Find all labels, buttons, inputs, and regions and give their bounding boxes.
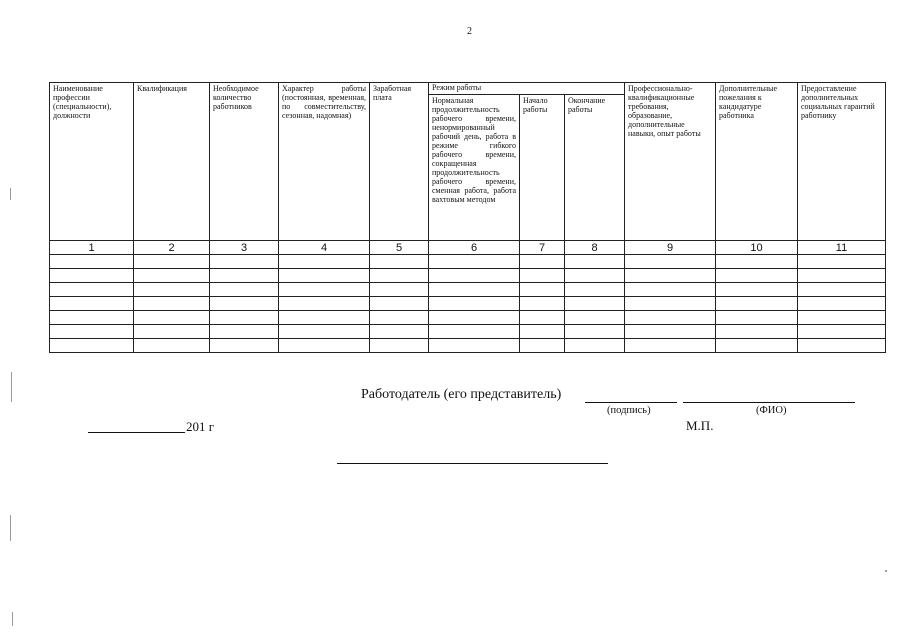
table-cell <box>279 283 370 297</box>
table-cell <box>429 283 520 297</box>
table-row <box>50 283 886 297</box>
table-cell <box>716 339 798 353</box>
signature-line <box>585 402 677 403</box>
table-cell <box>429 255 520 269</box>
table-cell <box>279 325 370 339</box>
table-cell <box>370 325 429 339</box>
table-cell <box>134 269 210 283</box>
table-cell <box>565 297 625 311</box>
table-cell <box>50 297 134 311</box>
table-cell <box>279 269 370 283</box>
table-cell <box>520 339 565 353</box>
scan-speck <box>12 612 13 626</box>
table-row <box>50 255 886 269</box>
column-number: 2 <box>134 241 210 255</box>
table-cell <box>370 297 429 311</box>
table-cell <box>210 269 279 283</box>
table-cell <box>50 283 134 297</box>
table-cell <box>798 339 886 353</box>
table-row <box>50 297 886 311</box>
column-number: 9 <box>625 241 716 255</box>
date-label <box>88 419 214 435</box>
scan-speck <box>10 188 11 200</box>
table-cell <box>429 339 520 353</box>
column-number: 1 <box>50 241 134 255</box>
table-cell <box>520 325 565 339</box>
table-body <box>50 255 886 353</box>
header-regime-end: Окончание работы <box>565 95 625 241</box>
table-cell <box>210 339 279 353</box>
table-cell <box>50 325 134 339</box>
header-work-regime: Режим работы <box>429 83 625 95</box>
table-cell <box>370 311 429 325</box>
table-cell <box>429 297 520 311</box>
column-number: 6 <box>429 241 520 255</box>
column-number: 7 <box>520 241 565 255</box>
scan-speck <box>11 372 12 402</box>
table-cell <box>429 325 520 339</box>
header-profession: Наименование профессии (специальности), должности <box>50 83 134 241</box>
table-cell <box>716 269 798 283</box>
table-cell <box>716 311 798 325</box>
header-regime-start: Начало работы <box>520 95 565 241</box>
table-cell <box>520 269 565 283</box>
table-cell <box>625 269 716 283</box>
table-cell <box>279 311 370 325</box>
table-cell <box>210 255 279 269</box>
table-cell <box>210 297 279 311</box>
date-year-text: 201 г <box>186 419 215 434</box>
table-cell <box>625 339 716 353</box>
table-cell <box>625 283 716 297</box>
name-caption: (ФИО) <box>756 405 787 416</box>
table-cell <box>520 311 565 325</box>
table-cell <box>50 311 134 325</box>
table-cell <box>50 269 134 283</box>
table-cell <box>210 283 279 297</box>
scan-speck <box>10 515 11 541</box>
stamp-label: М.П. <box>686 418 714 433</box>
table-cell <box>798 255 886 269</box>
table-cell <box>370 283 429 297</box>
table-cell <box>520 297 565 311</box>
header-guarantees: Предоставление дополнительных социальных гарантий работнику <box>798 83 886 241</box>
page-number: 2 <box>467 26 472 37</box>
table-cell <box>210 325 279 339</box>
table-cell <box>716 283 798 297</box>
table-cell <box>279 255 370 269</box>
table-cell <box>134 325 210 339</box>
column-number: 3 <box>210 241 279 255</box>
header-regime-normal: Нормальная продолжительность рабочего времени, ненормированный рабочий день, работа в режиме гибкого рабочего времени, сокращенная продолжительность рабочего времени, сменная работа, работа вахтовым методом <box>429 95 520 241</box>
header-work-character: Характер работы (постоянная, временная, по совместительству, сезонная, надомная) <box>279 83 370 241</box>
table-cell <box>429 311 520 325</box>
table-cell <box>625 297 716 311</box>
table-cell <box>50 339 134 353</box>
table-cell <box>429 269 520 283</box>
header-salary: Заработная плата <box>370 83 429 241</box>
table-cell <box>370 255 429 269</box>
employer-label: Работодатель (его представитель) <box>361 387 562 402</box>
column-number: 10 <box>716 241 798 255</box>
signature-caption: (подпись) <box>607 405 651 416</box>
column-number: 4 <box>279 241 370 255</box>
vacancy-table <box>49 82 886 353</box>
header-requirements: Профессионально-квалификационные требования, образование, дополнительные навыки, опыт работы <box>625 83 716 241</box>
table-cell <box>625 311 716 325</box>
table-cell <box>279 297 370 311</box>
table-cell <box>565 339 625 353</box>
table-row <box>50 339 886 353</box>
name-line <box>683 402 855 403</box>
column-number: 5 <box>370 241 429 255</box>
column-number-row <box>50 241 886 255</box>
table-cell <box>625 325 716 339</box>
table-cell <box>210 311 279 325</box>
scan-speck <box>885 570 887 572</box>
table-row <box>50 269 886 283</box>
table-cell <box>134 255 210 269</box>
table-cell <box>370 339 429 353</box>
table-cell <box>798 269 886 283</box>
table-cell <box>565 283 625 297</box>
bottom-signature-line <box>337 463 608 464</box>
header-workers-count: Необходимое количество работников <box>210 83 279 241</box>
table-cell <box>798 283 886 297</box>
table-cell <box>520 283 565 297</box>
table-cell <box>798 297 886 311</box>
table-cell <box>716 297 798 311</box>
table-cell <box>798 311 886 325</box>
column-number: 8 <box>565 241 625 255</box>
table-cell <box>50 255 134 269</box>
table-cell <box>565 255 625 269</box>
table-cell <box>370 269 429 283</box>
table-cell <box>625 255 716 269</box>
table-cell <box>798 325 886 339</box>
table-cell <box>565 325 625 339</box>
table-cell <box>134 297 210 311</box>
table-cell <box>134 339 210 353</box>
table-cell <box>716 325 798 339</box>
table-cell <box>716 255 798 269</box>
header-wishes: Дополнительные пожелания к кандидатуре работника <box>716 83 798 241</box>
table-cell <box>520 255 565 269</box>
header-qualification: Квалификация <box>134 83 210 241</box>
table-cell <box>565 311 625 325</box>
table-row <box>50 325 886 339</box>
table-cell <box>565 269 625 283</box>
table-cell <box>134 283 210 297</box>
column-number: 11 <box>798 241 886 255</box>
table-row <box>50 311 886 325</box>
table-cell <box>279 339 370 353</box>
table-cell <box>134 311 210 325</box>
